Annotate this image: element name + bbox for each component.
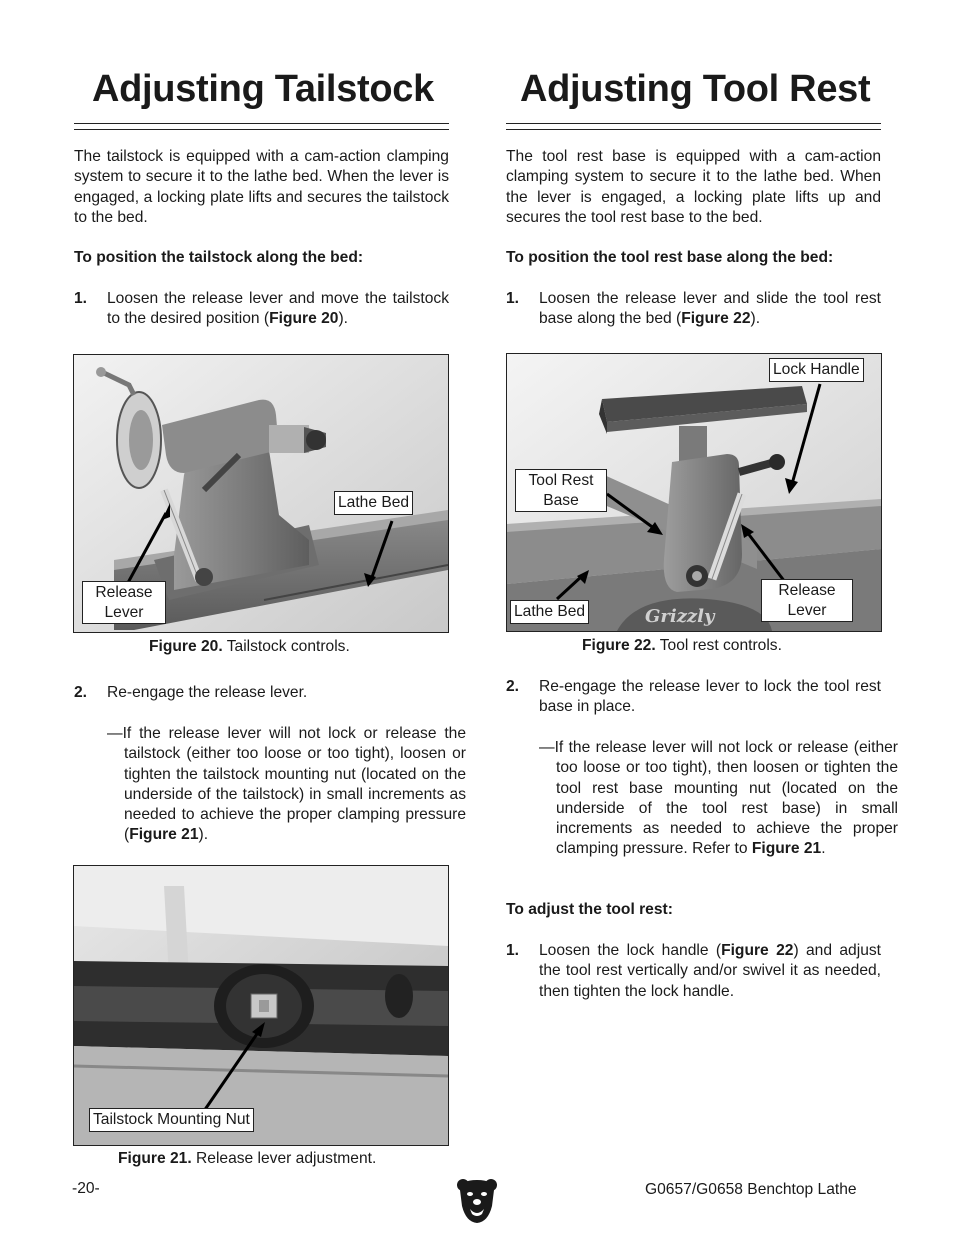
step-number: 1. bbox=[506, 290, 520, 307]
step-number: 2. bbox=[74, 684, 88, 701]
tailstock-step2: Re-engage the release lever. bbox=[107, 684, 308, 701]
mounting-nut-illustration bbox=[74, 866, 448, 1145]
callout-lock-handle: Lock Handle bbox=[769, 358, 864, 382]
page-number: -20- bbox=[72, 1180, 100, 1197]
figure-21-photo bbox=[73, 865, 449, 1146]
figure-ref: Figure 20 bbox=[269, 310, 339, 328]
model-name: G0657/G0658 Benchtop Lathe bbox=[645, 1181, 857, 1198]
tailstock-intro: The tailstock is equipped with a cam-action clamping system to secure it to the lathe bed. When the lever is engaged, a locking plate lifts and secures the tailstock to the bed. bbox=[74, 148, 449, 226]
step-number: 2. bbox=[506, 678, 520, 695]
tailstock-subhead: To position the tailstock along the bed: bbox=[74, 249, 364, 266]
tailstock-step1: Loosen the release lever and move the tailstock to the desired position (Figure 20). bbox=[107, 290, 449, 328]
figure-21-caption: Figure 21. Release lever adjustment. bbox=[118, 1150, 377, 1167]
callout-lathe-bed: Lathe Bed bbox=[334, 491, 413, 515]
tailstock-step2-note: —If the release lever will not lock or release the tailstock (either too loose or too tight), loosen or tighten the tailstock mounting nut (located on the underside of the tailstock) in small increments as needed to achieve the proper clamping pressure (Figure 21). bbox=[107, 725, 466, 844]
tool-rest-subhead: To position the tool rest base along the bed: bbox=[506, 249, 834, 266]
tool-rest-intro: The tool rest base is equipped with a cam-action clamping system to secure it to the lathe bed. When the lever is engaged, a locking plate lifts up and secures the tool rest base to the bed. bbox=[506, 148, 881, 226]
step-number: 1. bbox=[74, 290, 88, 307]
figure-22-caption: Figure 22. Tool rest controls. bbox=[582, 637, 782, 654]
tool-rest-step2: Re-engage the release lever to lock the tool rest base in place. bbox=[539, 678, 881, 716]
callout-tailstock-mounting-nut: Tailstock Mounting Nut bbox=[89, 1108, 254, 1132]
tool-rest-step1: Loosen the release lever and slide the tool rest base along the bed (Figure 22). bbox=[539, 290, 881, 328]
callout-lathe-bed: Lathe Bed bbox=[510, 600, 589, 624]
tool-rest-adjust-step: Loosen the lock handle (Figure 22) and adjust the tool rest vertically and/or swivel it as needed, then tighten the lock handle. bbox=[539, 942, 881, 1000]
tool-rest-subhead-2: To adjust the tool rest: bbox=[506, 901, 673, 918]
callout-release-lever: Release Lever bbox=[761, 579, 853, 622]
tool-rest-section-title: Adjusting Tool Rest bbox=[520, 68, 871, 110]
step-number: 1. bbox=[506, 942, 520, 959]
tailstock-section-title: Adjusting Tailstock bbox=[92, 68, 434, 110]
figure-20-caption: Figure 20. Tailstock controls. bbox=[149, 638, 350, 655]
tool-rest-step2-note: —If the release lever will not lock or release (either too loose or too tight), then loosen or tighten the tool rest base mounting nut (located on the underside of the tool rest base) in small increments as needed to achieve the proper clamping pressure. Refer to Figure 21. bbox=[539, 739, 898, 858]
title-rule-left bbox=[74, 123, 449, 130]
svg-text:Grizzly: Grizzly bbox=[645, 606, 715, 627]
callout-tool-rest-base: Tool Rest Base bbox=[515, 469, 607, 512]
title-rule-right bbox=[506, 123, 881, 130]
callout-release-lever: Release Lever bbox=[82, 581, 166, 624]
grizzly-bear-icon bbox=[456, 1176, 498, 1224]
